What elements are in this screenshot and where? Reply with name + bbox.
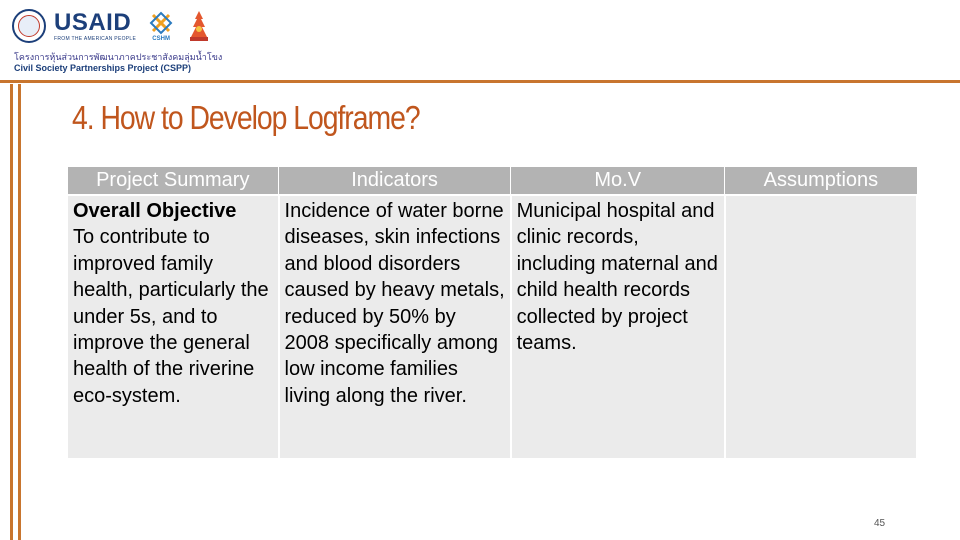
left-accent-bar [10,84,13,540]
page-number: 45 [874,518,886,529]
cshm-logo [144,9,178,43]
thai-project-name: โครงการหุ้นส่วนการพัฒนาภาคประชาสังคมลุ่มน้ำโขง [14,53,223,63]
cshm-label: CSHM [152,35,170,42]
slide-title: 4. How to Develop Logframe? [72,99,420,136]
usaid-logo [54,8,137,42]
header-indicators: Indicators [279,167,511,196]
logframe-table [66,166,918,460]
slide-header [0,0,960,82]
cell-project-summary [67,195,279,459]
cell-assumptions [725,195,917,459]
usaid-seal-icon [12,9,46,43]
table-header-row [67,167,917,196]
summary-text: To contribute to improved family health, particularly the under 5s, and to improve the general health of the riverine eco-system. [73,226,269,407]
usaid-wordmark: USAID [54,8,132,36]
header-assumptions: Assumptions [725,167,917,196]
header-mov: Mo.V [511,167,725,196]
left-accent-bar-inner [18,84,21,540]
summary-heading: Overall Objective [73,200,237,222]
project-name: Civil Society Partnerships Project (CSPP) [14,63,192,73]
table-row [67,195,917,459]
header-divider [0,80,960,83]
usaid-tagline: FROM THE AMERICAN PEOPLE [54,35,137,42]
logo-row [12,6,212,46]
university-crest-icon [186,8,212,44]
header-project-summary: Project Summary [67,167,279,196]
cell-indicators: Incidence of water borne diseases, skin infections and blood disorders caused by heavy metals, reduced by 50% by 2008 specifically among low income families living along the river. [279,195,511,459]
cshm-knot-icon [147,11,175,35]
cell-mov: Municipal hospital and clinic records, including maternal and child health records collected by project teams. [511,195,725,459]
